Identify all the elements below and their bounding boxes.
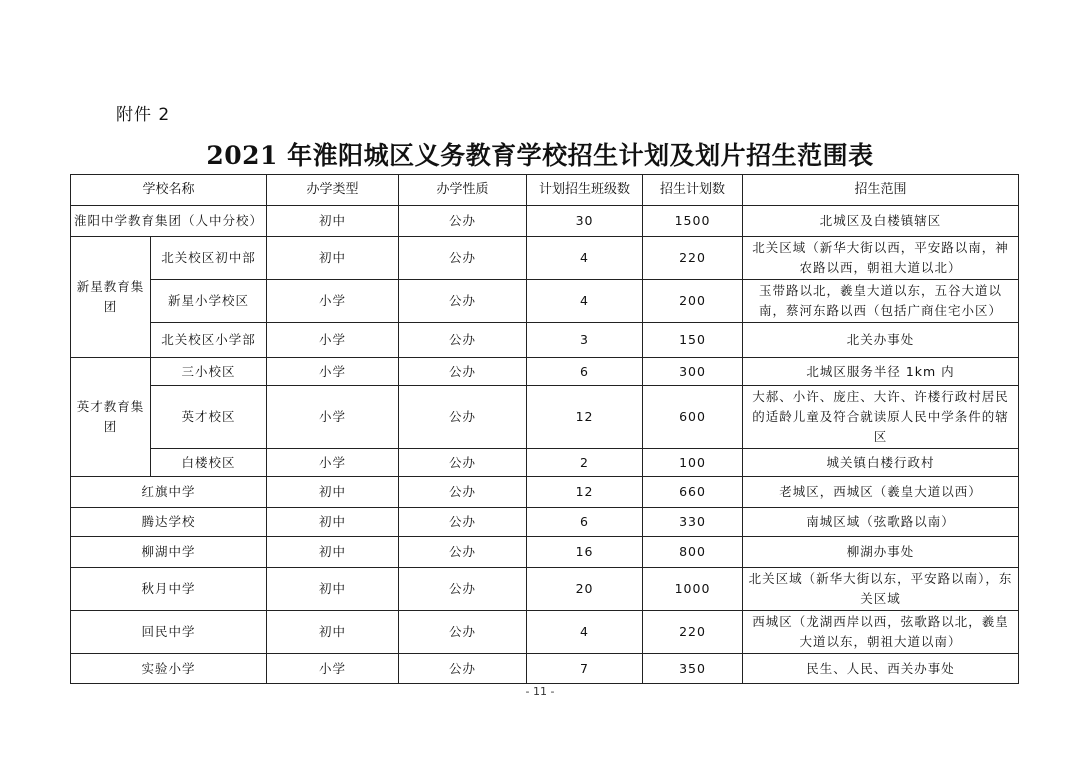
table-row [71,568,1019,611]
school-nature: 公办 [399,386,527,449]
school-name: 淮阳中学教育集团（人中分校） [71,206,267,237]
school-nature: 公办 [399,611,527,654]
enroll-count: 220 [643,237,743,280]
school-type: 初中 [267,568,399,611]
school-name: 腾达学校 [71,508,267,537]
school-name: 三小校区 [151,358,267,386]
school-type: 初中 [267,537,399,568]
table-row [71,449,1019,477]
school-nature: 公办 [399,537,527,568]
enroll-count: 330 [643,508,743,537]
school-name: 红旗中学 [71,477,267,508]
class-count: 20 [527,568,643,611]
school-name: 实验小学 [71,654,267,684]
school-nature: 公办 [399,323,527,358]
enroll-count: 800 [643,537,743,568]
school-type: 初中 [267,477,399,508]
school-type: 小学 [267,386,399,449]
enroll-range: 柳湖办事处 [743,537,1019,568]
school-name: 英才校区 [151,386,267,449]
enroll-range: 西城区（龙湖西岸以西，弦歌路以北，羲皇大道以东，朝祖大道以南） [743,611,1019,654]
enroll-count: 1500 [643,206,743,237]
school-name: 北关校区初中部 [151,237,267,280]
table-row [71,358,1019,386]
class-count: 3 [527,323,643,358]
school-name: 秋月中学 [71,568,267,611]
school-name: 柳湖中学 [71,537,267,568]
school-type: 小学 [267,449,399,477]
header-count: 招生计划数 [643,175,743,206]
class-count: 6 [527,358,643,386]
school-type: 小学 [267,280,399,323]
table-row [71,611,1019,654]
table-row [71,386,1019,449]
enroll-count: 600 [643,386,743,449]
school-name: 新星小学校区 [151,280,267,323]
school-nature: 公办 [399,280,527,323]
class-count: 12 [527,386,643,449]
school-nature: 公办 [399,477,527,508]
enroll-range: 城关镇白楼行政村 [743,449,1019,477]
school-type: 小学 [267,654,399,684]
school-nature: 公办 [399,508,527,537]
class-count: 4 [527,237,643,280]
school-type: 初中 [267,206,399,237]
enroll-range: 北城区及白楼镇辖区 [743,206,1019,237]
table-row [71,654,1019,684]
header-range: 招生范围 [743,175,1019,206]
class-count: 30 [527,206,643,237]
table-row [71,508,1019,537]
enroll-range: 南城区域（弦歌路以南） [743,508,1019,537]
table-row [71,537,1019,568]
enroll-range: 玉带路以北，羲皇大道以东，五谷大道以南，蔡河东路以西（包括广商住宅小区） [743,280,1019,323]
school-nature: 公办 [399,237,527,280]
class-count: 12 [527,477,643,508]
header-school: 学校名称 [71,175,267,206]
enroll-count: 100 [643,449,743,477]
header-nature: 办学性质 [399,175,527,206]
class-count: 7 [527,654,643,684]
school-type: 小学 [267,323,399,358]
table-row [71,206,1019,237]
enrollment-table [70,174,1019,684]
school-nature: 公办 [399,206,527,237]
table-row [71,323,1019,358]
enroll-count: 200 [643,280,743,323]
enroll-range: 北关办事处 [743,323,1019,358]
school-name: 回民中学 [71,611,267,654]
enroll-range: 北关区域（新华大街以东，平安路以南），东关区域 [743,568,1019,611]
enroll-count: 660 [643,477,743,508]
school-name: 白楼校区 [151,449,267,477]
school-type: 初中 [267,237,399,280]
enroll-range: 北关区域（新华大街以西，平安路以南，神农路以西，朝祖大道以北） [743,237,1019,280]
enroll-range: 老城区，西城区（羲皇大道以西） [743,477,1019,508]
table-row [71,280,1019,323]
school-type: 初中 [267,611,399,654]
school-type: 小学 [267,358,399,386]
school-nature: 公办 [399,358,527,386]
enroll-count: 1000 [643,568,743,611]
enroll-range: 民生、人民、西关办事处 [743,654,1019,684]
school-nature: 公办 [399,568,527,611]
group-name: 英才教育集团 [71,358,151,477]
enroll-count: 220 [643,611,743,654]
class-count: 4 [527,280,643,323]
school-name: 北关校区小学部 [151,323,267,358]
enroll-count: 350 [643,654,743,684]
attachment-label: 附件 2 [116,105,171,125]
page-title: 2021 年淮阳城区义务教育学校招生计划及划片招生范围表 [206,141,874,170]
class-count: 4 [527,611,643,654]
enroll-count: 300 [643,358,743,386]
class-count: 2 [527,449,643,477]
school-type: 初中 [267,508,399,537]
header-classes: 计划招生班级数 [527,175,643,206]
enroll-count: 150 [643,323,743,358]
group-name: 新星教育集团 [71,237,151,358]
school-nature: 公办 [399,449,527,477]
enroll-range: 大郝、小许、庞庄、大许、许楼行政村居民的适龄儿童及符合就读原人民中学条件的辖区 [743,386,1019,449]
school-nature: 公办 [399,654,527,684]
table-row [71,477,1019,508]
enroll-range: 北城区服务半径 1km 内 [743,358,1019,386]
table-header-row [71,175,1019,206]
table-row [71,237,1019,280]
class-count: 16 [527,537,643,568]
header-type: 办学类型 [267,175,399,206]
class-count: 6 [527,508,643,537]
page-number: - 11 - [525,685,555,698]
